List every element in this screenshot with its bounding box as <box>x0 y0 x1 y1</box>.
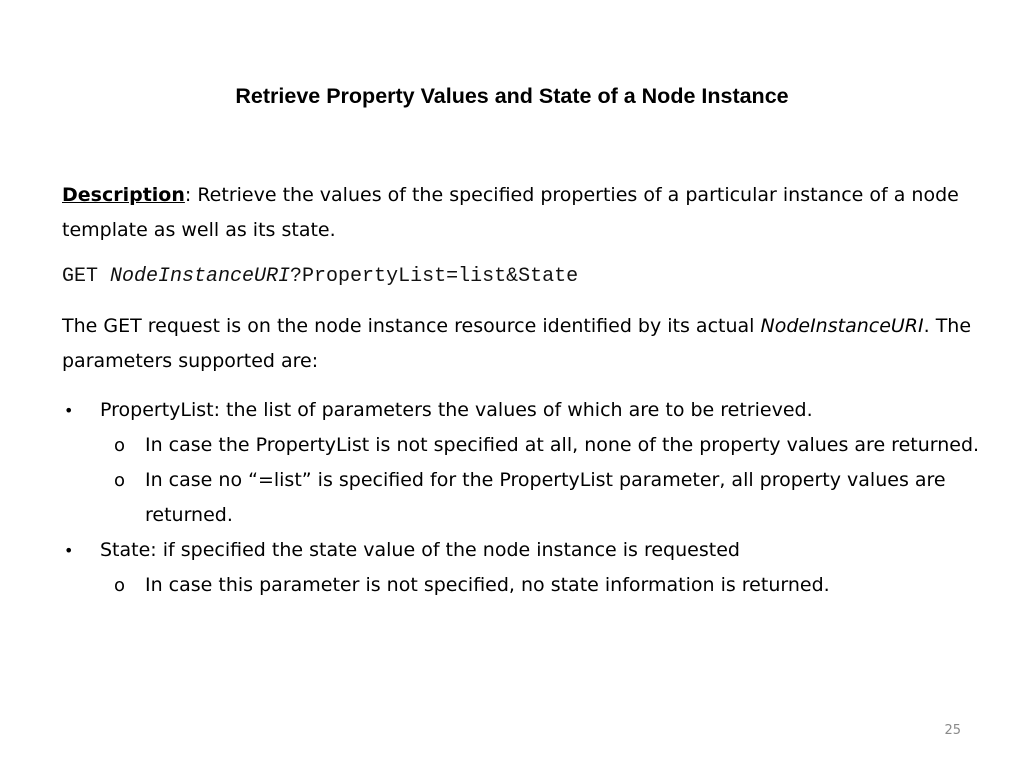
request-method: GET <box>62 265 111 288</box>
bullet-marker: • <box>64 541 74 560</box>
request-explanation-paragraph <box>62 309 982 379</box>
bullet-marker: • <box>64 401 74 420</box>
slide-title: Retrieve Property Values and State of a Node Instance <box>235 84 789 108</box>
sub-bullet-text: In case no “=list” is specified for the PropertyList parameter, all property values are returned. <box>145 469 946 526</box>
sub-bullet-text: In case the PropertyList is not specified at all, none of the property values are returned. <box>145 434 980 456</box>
sub-bullet-marker: o <box>114 435 126 456</box>
request-line <box>62 262 578 292</box>
description-text: : Retrieve the values of the specified properties of a particular instance of a node template as well as its state. <box>62 184 959 241</box>
request-query: ?PropertyList=list&State <box>290 265 579 288</box>
page-number: 25 <box>944 723 961 738</box>
description-label: Description <box>62 184 185 206</box>
sub-bullet-marker: o <box>114 470 126 491</box>
bullet-text: State: if specified the state value of the node instance is requested <box>100 539 740 561</box>
paragraph-text-after: . The parameters supported are: <box>62 315 972 372</box>
description-paragraph <box>62 178 982 248</box>
list-item-propertylist <box>62 393 992 428</box>
sub-list-item <box>62 428 992 463</box>
sub-list-item <box>62 568 992 603</box>
parameter-list <box>62 393 992 603</box>
paragraph-text-before: The GET request is on the node instance resource identified by its actual <box>62 315 761 337</box>
bullet-text: PropertyList: the list of parameters the values of which are to be retrieved. <box>100 399 813 421</box>
sub-list-item <box>62 463 992 533</box>
request-uri: NodeInstanceURI <box>110 265 291 288</box>
list-item-state <box>62 533 992 568</box>
sub-bullet-text: In case this parameter is not specified, no state information is returned. <box>145 574 830 596</box>
sub-bullet-marker: o <box>114 575 126 596</box>
paragraph-uri: NodeInstanceURI <box>760 315 924 337</box>
